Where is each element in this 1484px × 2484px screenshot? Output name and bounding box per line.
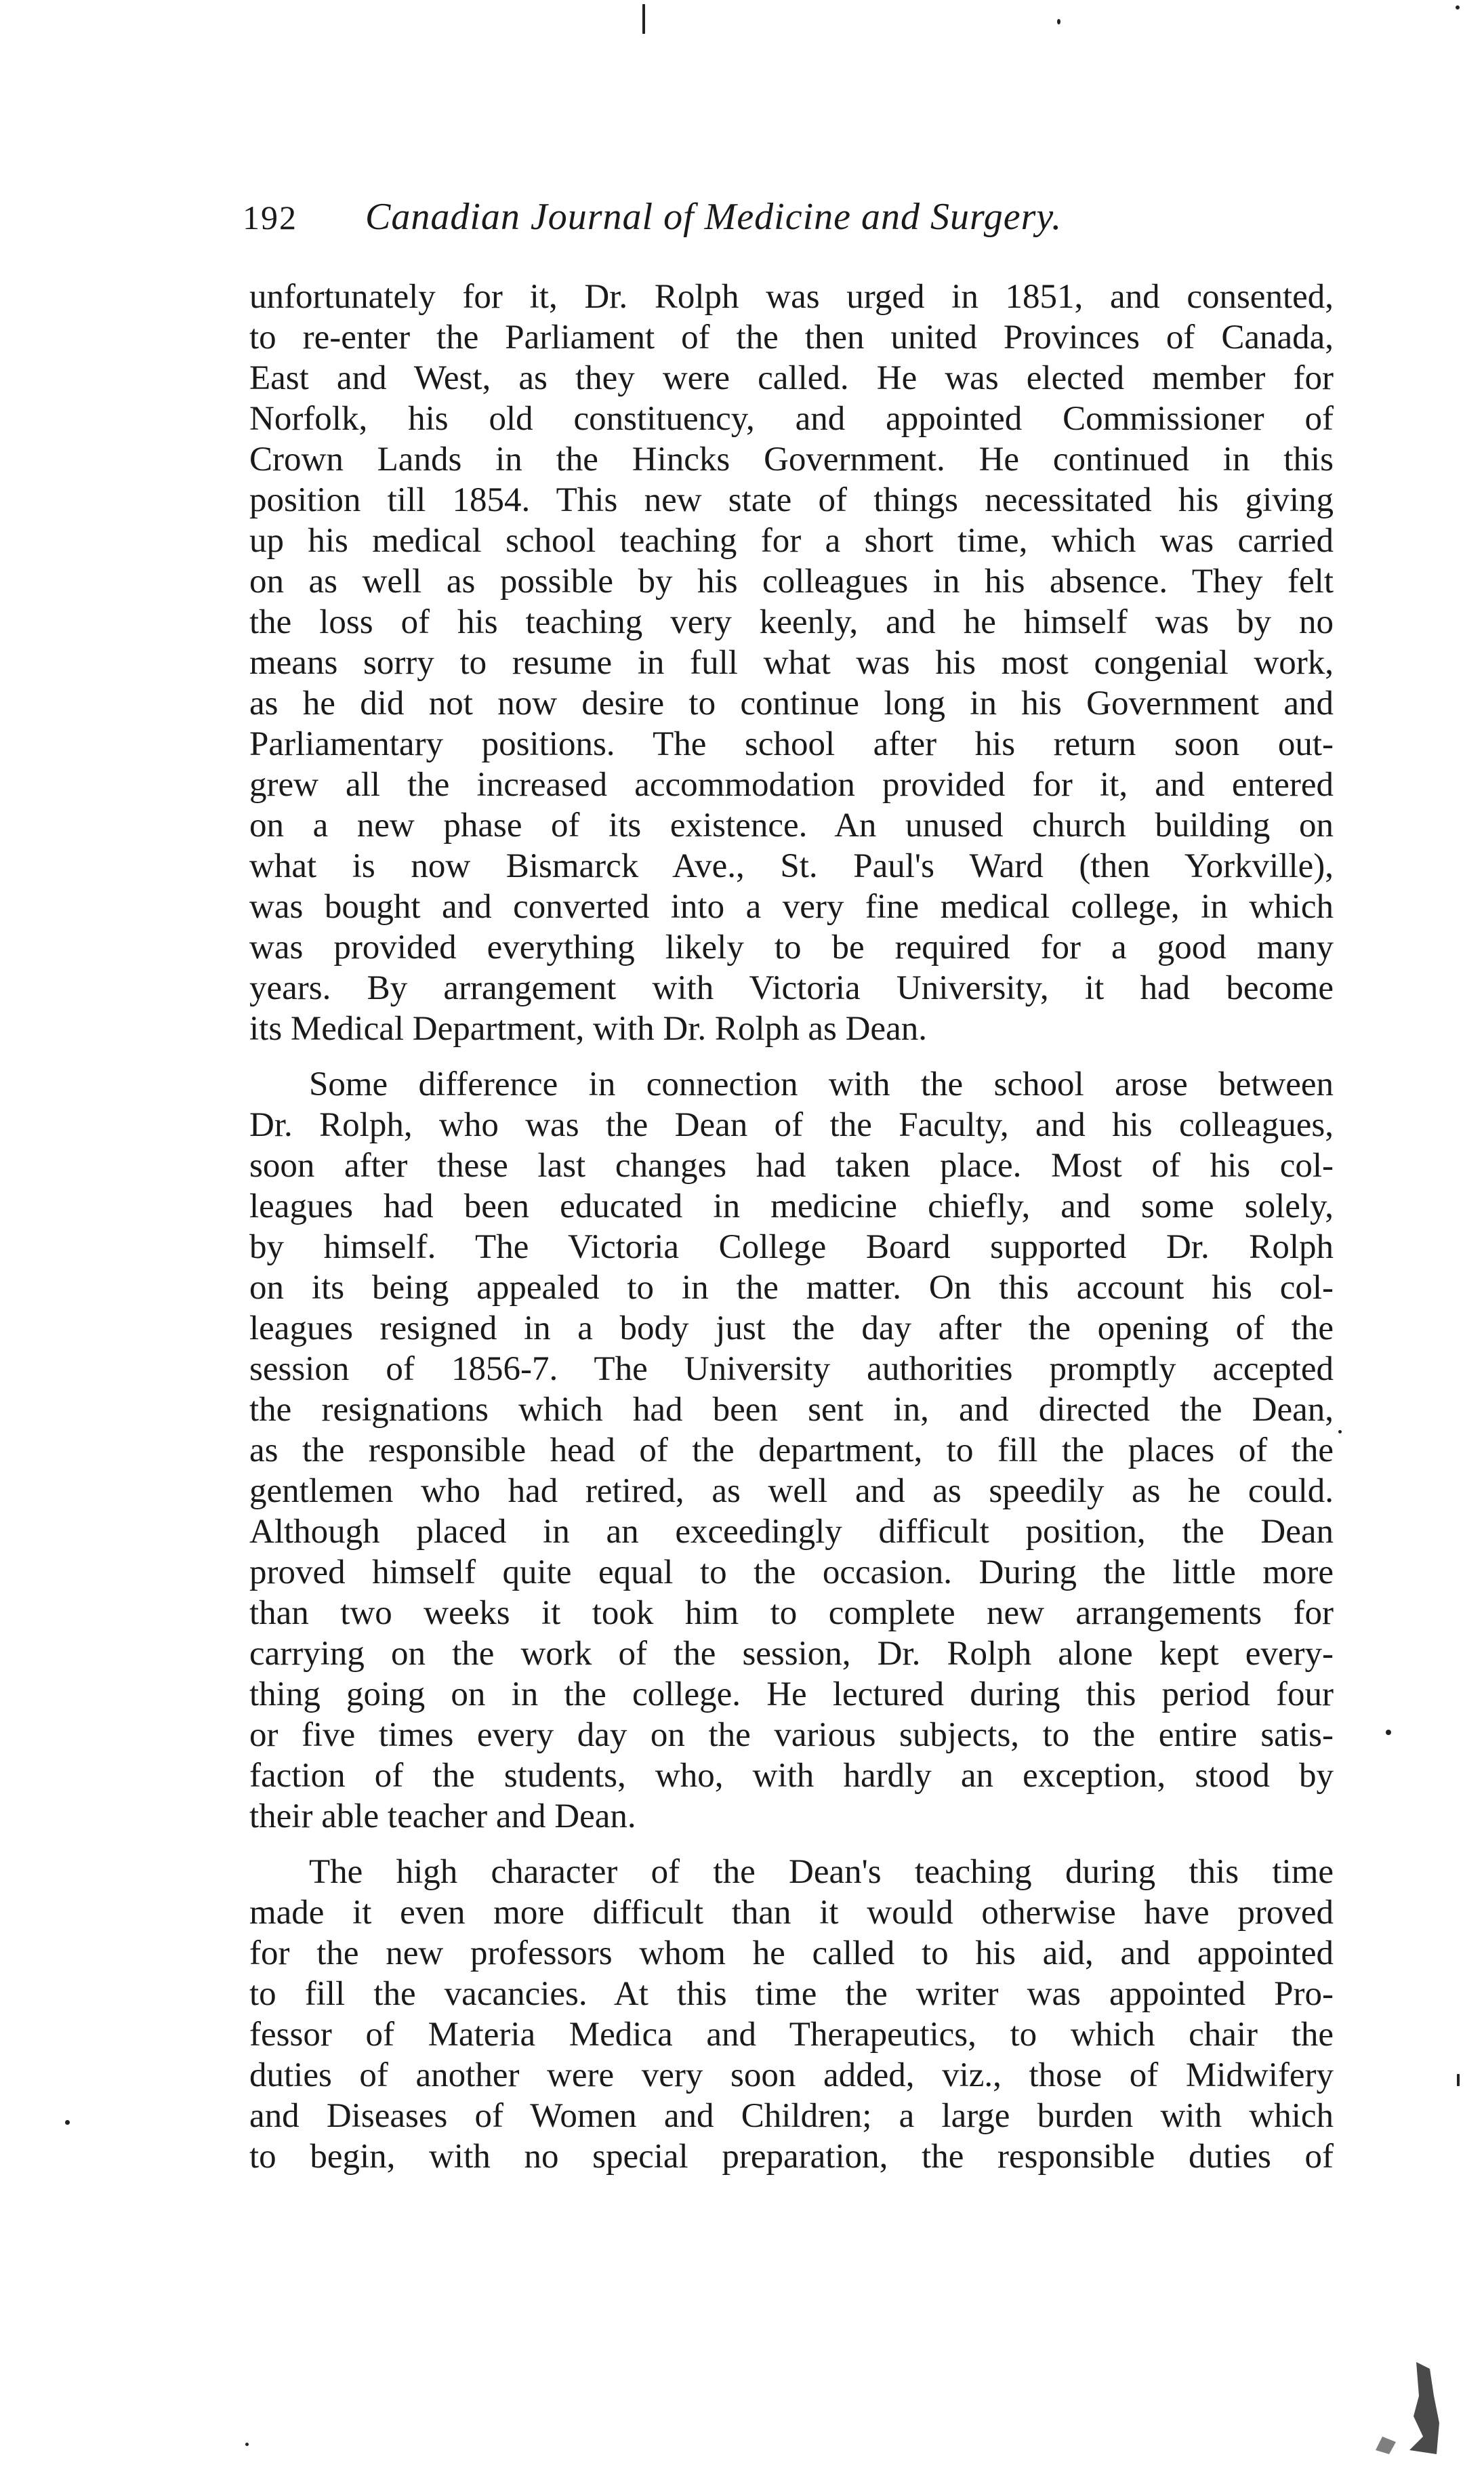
text-line: fessor of Materia Medica and Therapeutics, to which chair the [249, 2016, 1334, 2054]
text-line: was provided everything likely to be required for a good many [249, 929, 1334, 966]
text-line: position till 1854. This new state of things necessitated his giving [249, 481, 1334, 519]
text-line: by himself. The Victoria College Board supported Dr. Rolph [249, 1228, 1334, 1266]
text-line: Norfolk, his old constituency, and appointed Commissioner of [249, 400, 1334, 438]
text-line: or five times every day on the various subjects, to the entire satis- [249, 1716, 1334, 1754]
text-line: on its being appealed to in the matter. On this account his col- [249, 1269, 1334, 1307]
text-line: on as well as possible by his colleagues in his absence. They felt [249, 563, 1334, 600]
text-line: proved himself quite equal to the occasion. During the little more [249, 1553, 1334, 1591]
text-line: Crown Lands in the Hincks Government. He continued in this [249, 441, 1334, 479]
text-line: unfortunately for it, Dr. Rolph was urged in 1851, and consented, [249, 278, 1334, 316]
running-title: Canadian Journal of Medicine and Surgery. [365, 196, 1063, 238]
text-line: to re-enter the Parliament of the then united Provinces of Canada, [249, 319, 1334, 357]
scan-speck [1456, 5, 1460, 9]
paragraph [249, 1852, 1334, 2177]
text-line: Dr. Rolph, who was the Dean of the Faculty, and his colleagues, [249, 1106, 1334, 1144]
text-line: on a new phase of its existence. An unused church building on [249, 807, 1334, 844]
text-line: for the new professors whom he called to his aid, and appointed [249, 1934, 1334, 1972]
text-line: years. By arrangement with Victoria University, it had become [249, 969, 1334, 1007]
text-line: East and West, as they were called. He was elected member for [249, 359, 1334, 397]
text-line: as he did not now desire to continue long in his Government and [249, 685, 1334, 722]
text-line: what is now Bismarck Ave., St. Paul's Ward (then Yorkville), [249, 847, 1334, 885]
text-line: Parliamentary positions. The school after his return soon out- [249, 725, 1334, 763]
text-line: session of 1856-7. The University authorities promptly accepted [249, 1350, 1334, 1388]
text-line: carrying on the work of the session, Dr. Rolph alone kept every- [249, 1635, 1334, 1673]
scan-speck [642, 4, 645, 34]
text-line: was bought and converted into a very fine medical college, in which [249, 888, 1334, 926]
body-text [249, 277, 1334, 2192]
text-line: the resignations which had been sent in, and directed the Dean, [249, 1391, 1334, 1429]
text-line: leagues resigned in a body just the day after the opening of the [249, 1309, 1334, 1347]
text-line: the loss of his teaching very keenly, and he himself was by no [249, 603, 1334, 641]
text-line: its Medical Department, with Dr. Rolph as Dean. [249, 1010, 927, 1048]
text-line: to begin, with no special preparation, the responsible duties of [249, 2138, 1334, 2176]
scan-speck [1057, 19, 1060, 24]
scan-corner-artifact [1369, 2355, 1443, 2457]
paragraph [249, 1064, 1334, 1837]
scan-speck [1338, 1430, 1342, 1433]
scan-speck [1386, 1730, 1391, 1735]
text-line: duties of another were very soon added, viz., those of Midwifery [249, 2056, 1334, 2094]
scan-speck [65, 2120, 70, 2125]
text-line: gentlemen who had retired, as well and as speedily as he could. [249, 1472, 1334, 1510]
running-header [243, 195, 1218, 249]
text-line: leagues had been educated in medicine chiefly, and some solely, [249, 1187, 1334, 1225]
text-line: means sorry to resume in full what was his most congenial work, [249, 644, 1334, 682]
text-line: as the responsible head of the department, to fill the places of the [249, 1431, 1334, 1469]
scan-speck [245, 2443, 249, 2446]
scan-speck [1457, 2074, 1460, 2086]
paragraph [249, 277, 1334, 1049]
text-line: grew all the increased accommodation provided for it, and entered [249, 766, 1334, 804]
text-line: Although placed in an exceedingly difficult position, the Dean [249, 1513, 1334, 1551]
page-number: 192 [243, 199, 297, 237]
text-line: up his medical school teaching for a short time, which was carried [249, 522, 1334, 560]
text-line: Some difference in connection with the school arose between [309, 1065, 1334, 1103]
text-line: and Diseases of Women and Children; a large burden with which [249, 2097, 1334, 2135]
text-line: thing going on in the college. He lectured during this period four [249, 1675, 1334, 1713]
text-line: their able teacher and Dean. [249, 1797, 636, 1835]
text-line: than two weeks it took him to complete new arrangements for [249, 1594, 1334, 1632]
text-line: made it even more difficult than it would otherwise have proved [249, 1894, 1334, 1932]
text-line: The high character of the Dean's teaching during this time [309, 1853, 1334, 1891]
text-line: faction of the students, who, with hardly an exception, stood by [249, 1757, 1334, 1795]
text-line: to fill the vacancies. At this time the writer was appointed Pro- [249, 1975, 1334, 2013]
text-line: soon after these last changes had taken place. Most of his col- [249, 1147, 1334, 1185]
